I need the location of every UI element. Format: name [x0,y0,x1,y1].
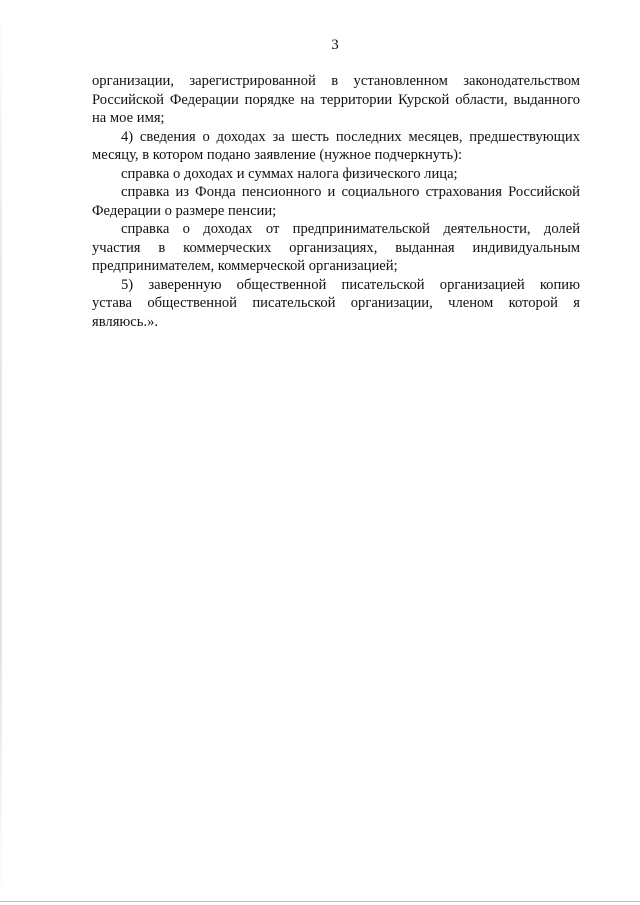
text-line: Российской Федерации порядке на территории Курской области, выданного [92,91,580,108]
text-line: участия в коммерческих организациях, выданная индивидуальным [92,239,580,256]
text-line: являюсь.». [92,313,159,330]
page-number: 3 [331,37,339,53]
text-line: месяцу, в котором подано заявление (нужное подчеркнуть): [92,147,463,163]
scan-bottom-edge [0,901,640,902]
text-line: Федерации о размере пенсии; [92,202,277,219]
document-body [92,72,580,331]
text-line: 5) заверенную общественной писательской организацией копию [121,276,580,293]
text-line: на мое имя; [92,110,165,126]
text-line: 4) сведения о доходах за шесть последних месяцев, предшествующих [121,128,580,145]
scan-edge-shadow [0,0,2,905]
text-line: предпринимателем, коммерческой организацией; [92,258,398,274]
text-line: организации, зарегистрированной в установленном законодательством [92,73,580,89]
text-line: справка о доходах и суммах налога физического лица; [121,165,458,182]
text-line: справка из Фонда пенсионного и социального страхования Российской [121,184,580,200]
text-line: устава общественной писательской организации, членом которой я [92,295,580,311]
text-line: справка о доходах от предпринимательской деятельности, долей [121,221,580,237]
